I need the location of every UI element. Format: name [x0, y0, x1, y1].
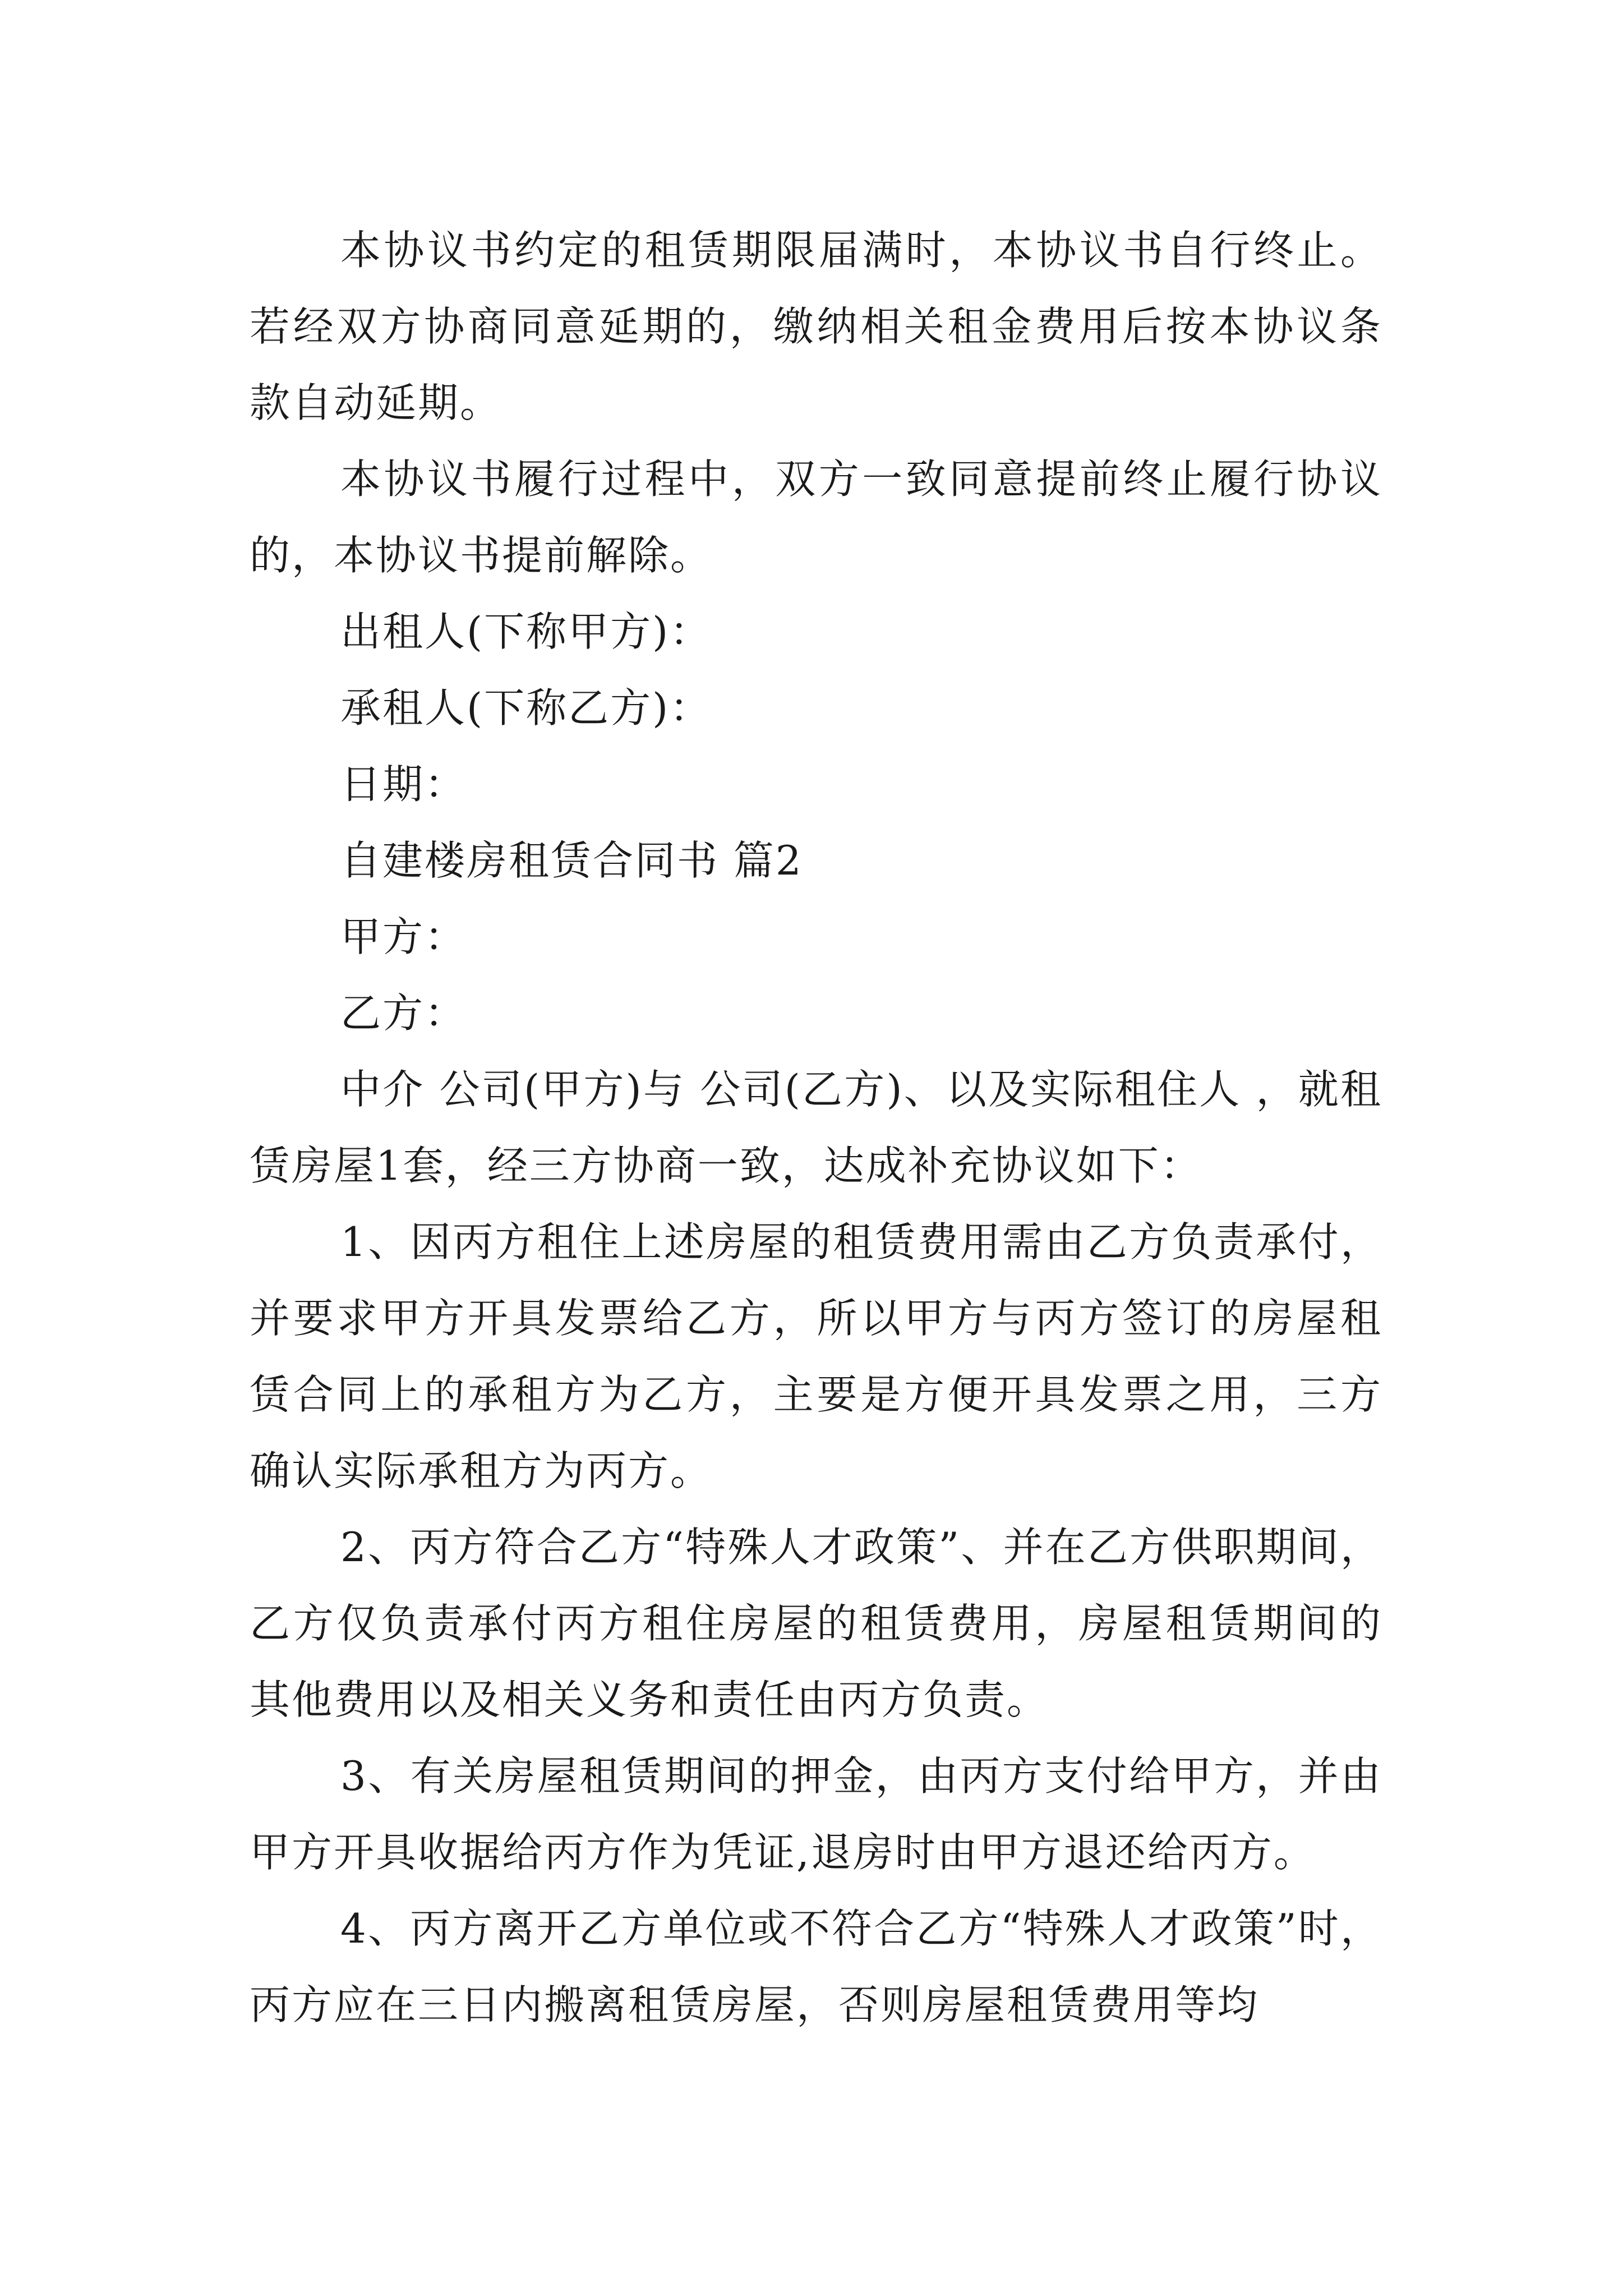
- section-heading: 自建楼房租赁合同书 篇2: [340, 837, 803, 884]
- party-b-line: 乙方：: [340, 990, 467, 1037]
- date-line: 日期：: [340, 761, 467, 808]
- lessee-line: 承租人(下称乙方)：: [340, 684, 712, 731]
- clause-3: 3、有关房屋租赁期间的押金，由丙方支付给甲方，并由甲方开具收据给丙方作为凭证,退房时由甲方退还给丙方。: [250, 1752, 1382, 1876]
- clause-2: 2、丙方符合乙方“特殊人才政策”、并在乙方供职期间，乙方仅负责承付丙方租住房屋的租赁费用，房屋租赁期间的其他费用以及相关义务和责任由丙方负责。: [250, 1524, 1382, 1723]
- lessor-line: 出租人(下称甲方)：: [340, 608, 712, 655]
- paragraph-lease-expiry: 本协议书约定的租赁期限届满时，本协议书自行终止。若经双方协商同意延期的，缴纳相关租金费用后按本协议条款自动延期。: [250, 227, 1382, 426]
- party-a-line: 甲方：: [340, 913, 467, 960]
- paragraph-early-termination: 本协议书履行过程中，双方一致同意提前终止履行协议的，本协议书提前解除。: [250, 455, 1382, 579]
- document-body: [250, 212, 1382, 2043]
- clause-1: 1、因丙方租住上述房屋的租赁费用需由乙方负责承付，并要求甲方开具发票给乙方，所以甲方与丙方签订的房屋租赁合同上的承租方为乙方，主要是方便开具发票之用，三方确认实际承租方为丙方。: [250, 1218, 1382, 1494]
- paragraph-agreement-intro: 中介 公司(甲方)与 公司(乙方)、以及实际租住人 ，就租赁房屋1套，经三方协商一致，达成补充协议如下：: [250, 1066, 1382, 1189]
- clause-4: 4、丙方离开乙方单位或不符合乙方“特殊人才政策”时，丙方应在三日内搬离租赁房屋，否则房屋租赁费用等均: [250, 1905, 1382, 2028]
